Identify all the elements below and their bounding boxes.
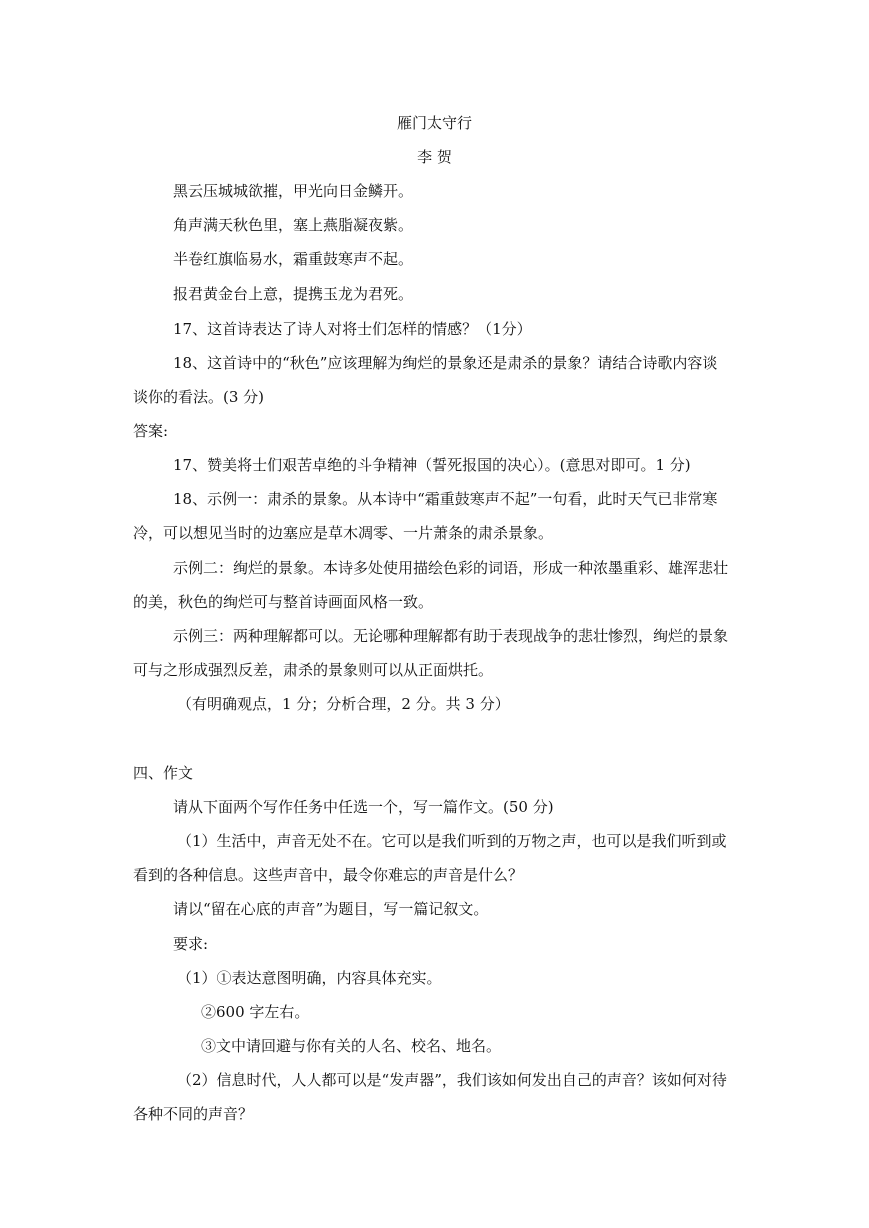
essay-task-2-line-1: （2）信息时代，人人都可以是“发声器”，我们该如何发出自己的声音？该如何对待: [177, 1071, 727, 1089]
question-17: 17、这首诗表达了诗人对将士们怎样的情感？（1分）: [173, 320, 532, 338]
essay-requirement-2: ②600 字左右。: [201, 1003, 310, 1021]
essay-task-1-line-1: （1）生活中，声音无处不在。它可以是我们听到的万物之声，也可以是我们听到或: [177, 832, 727, 850]
essay-heading: 四、作文: [133, 764, 194, 782]
essay-requirement-1: （1）①表达意图明确，内容具体充实。: [177, 969, 442, 987]
essay-task-2-line-2: 各种不同的声音？: [133, 1105, 254, 1123]
question-18-line-2: 谈你的看法。(3 分): [133, 388, 265, 406]
essay-task-1-line-2: 看到的各种信息。这些声音中，最令你难忘的声音是什么？: [133, 866, 524, 884]
answer-18-example-2-line-1: 示例二：绚烂的景象。本诗多处使用描绘色彩的词语，形成一种浓墨重彩、雄浑悲壮: [173, 559, 729, 577]
poem-title: 雁门太守行: [396, 114, 472, 132]
essay-requirements-label: 要求:: [173, 935, 209, 953]
poem-line-1: 黑云压城城欲摧，甲光向日金鳞开。: [173, 182, 414, 200]
answer-17: 17、赞美将士们艰苦卓绝的斗争精神（誓死报国的决心）。(意思对即可。1 分): [173, 456, 691, 474]
answer-18-example-1-line-1: 18、示例一：肃杀的景象。从本诗中“霜重鼓寒声不起”一句看，此时天气已非常寒: [173, 490, 718, 508]
answer-18-example-3-line-2: 可与之形成强烈反差，肃杀的景象则可以从正面烘托。: [133, 661, 494, 679]
answer-18-example-3-line-1: 示例三：两种理解都可以。无论哪种理解都有助于表现战争的悲壮惨烈，绚烂的景象: [173, 627, 729, 645]
essay-task-1-prompt: 请以“留在心底的声音”为题目，写一篇记叙文。: [173, 900, 489, 918]
question-18-line-1: 18、这首诗中的“秋色”应该理解为绚烂的景象还是肃杀的景象？请结合诗歌内容谈: [173, 354, 718, 372]
answers-heading: 答案:: [133, 422, 169, 440]
poem-author: 李 贺: [417, 148, 452, 166]
essay-requirement-3: ③文中请回避与你有关的人名、校名、地名。: [201, 1037, 502, 1055]
answer-18-example-1-line-2: 冷，可以想见当时的边塞应是草木凋零、一片萧条的肃杀景象。: [133, 524, 554, 542]
answer-scoring-note: （有明确观点，1 分；分析合理，2 分。共 3 分）: [177, 695, 510, 713]
poem-line-2: 角声满天秋色里，塞上燕脂凝夜紫。: [173, 216, 414, 234]
poem-line-4: 报君黄金台上意，提携玉龙为君死。: [173, 285, 414, 303]
answer-18-example-2-line-2: 的美，秋色的绚烂可与整首诗画面风格一致。: [133, 593, 434, 611]
essay-intro: 请从下面两个写作任务中任选一个，写一篇作文。(50 分): [173, 798, 554, 816]
poem-line-3: 半卷红旗临易水，霜重鼓寒声不起。: [173, 250, 414, 268]
